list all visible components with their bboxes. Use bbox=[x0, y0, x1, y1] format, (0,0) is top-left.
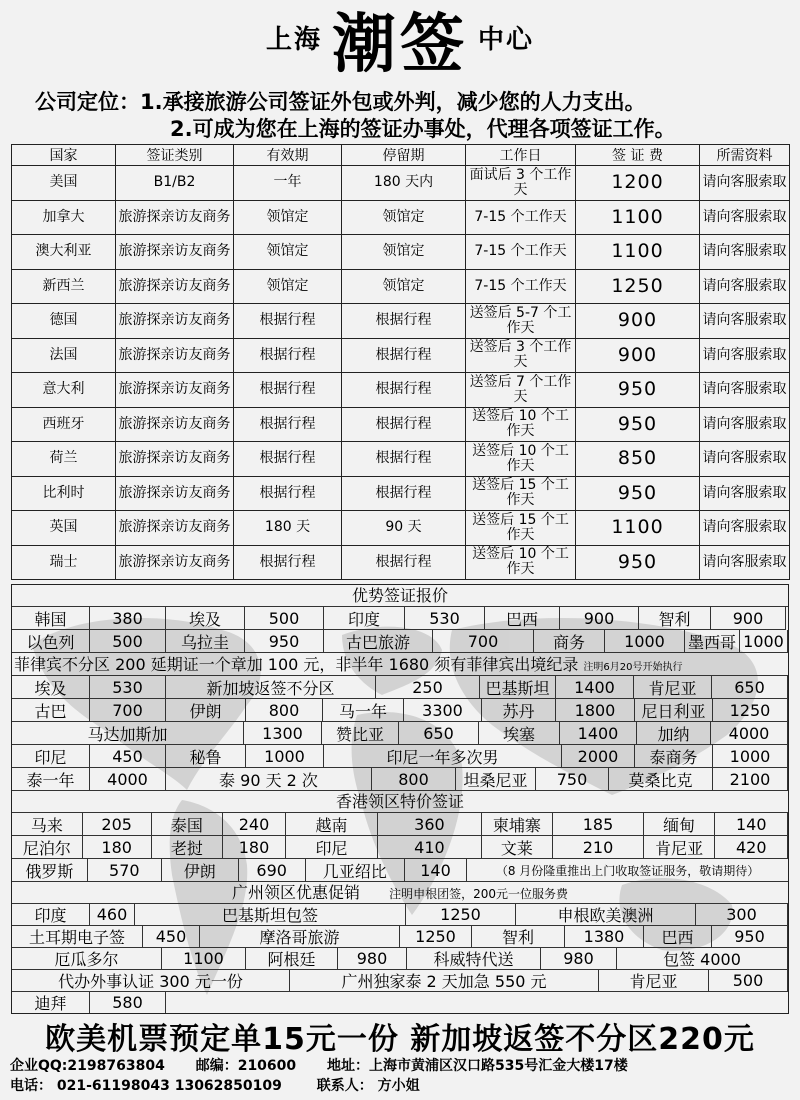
advantage-row-6 bbox=[12, 745, 788, 768]
guangzhou-title-row bbox=[12, 882, 788, 904]
price-cell: 巴西 bbox=[644, 926, 712, 948]
visa-row bbox=[12, 442, 790, 477]
price-cell: 苏丹 bbox=[482, 699, 556, 722]
price-cell: 几亚绍比 bbox=[306, 859, 405, 882]
price-cell: 越南 bbox=[286, 813, 378, 836]
visa-cell: 旅游探亲访友商务 bbox=[116, 304, 234, 339]
visa-cell: B1/B2 bbox=[116, 166, 234, 201]
guangzhou-title: 广州领区优惠促销 bbox=[231, 883, 360, 902]
price-cell: 650 bbox=[712, 676, 788, 699]
hongkong-row-1 bbox=[12, 813, 788, 836]
guangzhou-row-3 bbox=[12, 948, 788, 970]
price-cell: 智利 bbox=[472, 926, 565, 948]
visa-cell: 旅游探亲访友商务 bbox=[116, 373, 234, 408]
visa-cell: 旅游探亲访友商务 bbox=[116, 338, 234, 373]
guangzhou-note: 注明申根团签，200元一位服务费 bbox=[389, 887, 568, 901]
hongkong-row-2 bbox=[12, 836, 788, 859]
price-cell: 印度 bbox=[324, 607, 405, 630]
price-cell: 1380 bbox=[565, 926, 644, 948]
visa-row bbox=[12, 269, 790, 304]
visa-cell: 送签后 10 个工作天 bbox=[466, 442, 576, 477]
visa-row bbox=[12, 545, 790, 580]
visa-cell: 根据行程 bbox=[342, 304, 466, 339]
visa-cell: 旅游探亲访友商务 bbox=[116, 442, 234, 477]
price-cell: 240 bbox=[223, 813, 286, 836]
visa-row bbox=[12, 511, 790, 546]
contact-line-1 bbox=[10, 1055, 628, 1075]
price-cell: 厄瓜多尔 bbox=[12, 948, 162, 970]
visa-row bbox=[12, 373, 790, 408]
guangzhou-row-4 bbox=[12, 970, 788, 992]
visa-cell: 一年 bbox=[234, 166, 342, 201]
visa-cell: 送签后 10 个工作天 bbox=[466, 545, 576, 580]
price-cell: 泰商务 bbox=[635, 745, 713, 768]
visa-cell: 旅游探亲访友商务 bbox=[116, 545, 234, 580]
visa-row bbox=[12, 338, 790, 373]
visa-cell: 加拿大 bbox=[12, 200, 116, 235]
price-cell: 1800 bbox=[556, 699, 635, 722]
price-cell: 俄罗斯 bbox=[12, 859, 88, 882]
price-cell: 300 bbox=[696, 904, 788, 926]
company-position-line1: 公司定位：1.承接旅游公司签证外包或外判，减少您的人力支出。 bbox=[35, 90, 646, 114]
visa-cell: 请向客服索取 bbox=[700, 373, 790, 408]
visa-cell: 请向客服索取 bbox=[700, 166, 790, 201]
visa-cell: 送签后 3 个工作天 bbox=[466, 338, 576, 373]
visa-cell: 根据行程 bbox=[234, 407, 342, 442]
visa-cell: 根据行程 bbox=[234, 476, 342, 511]
price-cell: 1300 bbox=[244, 722, 322, 745]
advantage-title: 优势签证报价 bbox=[12, 585, 788, 607]
price-cell: 申根欧美澳洲 bbox=[516, 904, 696, 926]
price-cell: 埃及 bbox=[12, 676, 90, 699]
visa-cell: 比利时 bbox=[12, 476, 116, 511]
price-cell: 柬埔寨 bbox=[482, 813, 554, 836]
visa-cell: 西班牙 bbox=[12, 407, 116, 442]
philippines-note: 注明6月20号开始执行 bbox=[583, 662, 683, 673]
price-cell: 土耳期电子签 bbox=[12, 926, 143, 948]
price-cell: 摩洛哥旅游 bbox=[200, 926, 400, 948]
visa-cell: 请向客服索取 bbox=[700, 200, 790, 235]
price-cell: 1250 bbox=[400, 926, 472, 948]
price-cell: 420 bbox=[715, 836, 788, 859]
visa-row bbox=[12, 476, 790, 511]
advantage-row-4 bbox=[12, 699, 788, 722]
visa-cell: 根据行程 bbox=[342, 476, 466, 511]
visa-cell: 请向客服索取 bbox=[700, 304, 790, 339]
visa-cell: 英国 bbox=[12, 511, 116, 546]
visa-cell: 美国 bbox=[12, 166, 116, 201]
visa-cell: 请向客服索取 bbox=[700, 338, 790, 373]
price-cell: 205 bbox=[83, 813, 152, 836]
price-cell: 700 bbox=[90, 699, 166, 722]
price-cell: 印尼 bbox=[286, 836, 378, 859]
visa-cell: 950 bbox=[576, 407, 700, 442]
price-cell: 印尼一年多次男 bbox=[324, 745, 562, 768]
price-cell: 500 bbox=[709, 970, 788, 992]
price-cell: 140 bbox=[405, 859, 467, 882]
visa-cell: 请向客服索取 bbox=[700, 235, 790, 270]
advantage-row-5 bbox=[12, 722, 788, 745]
price-cell: 450 bbox=[143, 926, 200, 948]
visa-cell: 请向客服索取 bbox=[700, 407, 790, 442]
price-cell: 800 bbox=[246, 699, 323, 722]
visa-cell: 面试后 3 个工作天 bbox=[466, 166, 576, 201]
visa-cell: 旅游探亲访友商务 bbox=[116, 269, 234, 304]
price-cell: 980 bbox=[541, 948, 617, 970]
visa-cell: 根据行程 bbox=[234, 545, 342, 580]
price-cell: 智利 bbox=[639, 607, 711, 630]
visa-cell: 法国 bbox=[12, 338, 116, 373]
visa-cell: 旅游探亲访友商务 bbox=[116, 511, 234, 546]
price-cell: 900 bbox=[711, 607, 786, 630]
visa-cell: 领馆定 bbox=[234, 235, 342, 270]
advantage-row-1 bbox=[12, 607, 788, 630]
visa-header-cell: 国家 bbox=[12, 145, 116, 166]
visa-cell: 根据行程 bbox=[234, 373, 342, 408]
price-cell: 4000 bbox=[711, 722, 788, 745]
visa-cell: 送签后 5-7 个工作天 bbox=[466, 304, 576, 339]
price-cell: 530 bbox=[90, 676, 166, 699]
visa-cell: 新西兰 bbox=[12, 269, 116, 304]
brand-title bbox=[0, 6, 800, 84]
header bbox=[0, 0, 800, 140]
price-cell: 巴基斯坦包签 bbox=[135, 904, 406, 926]
visa-cell: 领馆定 bbox=[342, 235, 466, 270]
visa-cell: 7-15 个工作天 bbox=[466, 269, 576, 304]
price-cell: 700 bbox=[433, 630, 534, 653]
visa-cell: 1100 bbox=[576, 235, 700, 270]
price-cell: 530 bbox=[405, 607, 485, 630]
visa-price-table bbox=[11, 144, 790, 580]
visa-cell: 旅游探亲访友商务 bbox=[116, 407, 234, 442]
price-cell: 980 bbox=[338, 948, 407, 970]
visa-header-cell: 签 证 费 bbox=[576, 145, 700, 166]
visa-header-cell: 有效期 bbox=[234, 145, 342, 166]
price-cell: 1250 bbox=[713, 699, 788, 722]
price-cell: 印度 bbox=[12, 904, 90, 926]
price-cell: 580 bbox=[90, 992, 166, 1014]
price-cell: 尼日利亚 bbox=[635, 699, 713, 722]
visa-cell: 请向客服索取 bbox=[700, 269, 790, 304]
guangzhou-row-5 bbox=[12, 992, 788, 1014]
price-cell: 210 bbox=[553, 836, 644, 859]
price-cell: 迪拜 bbox=[12, 992, 90, 1014]
visa-cell: 送签后 7 个工作天 bbox=[466, 373, 576, 408]
price-cell: 1400 bbox=[556, 676, 634, 699]
visa-cell: 澳大利亚 bbox=[12, 235, 116, 270]
price-cell: 马一年 bbox=[323, 699, 404, 722]
price-cell: 1400 bbox=[560, 722, 637, 745]
visa-cell: 180 天 bbox=[234, 511, 342, 546]
price-cell: 185 bbox=[553, 813, 644, 836]
visa-cell: 根据行程 bbox=[342, 407, 466, 442]
visa-cell: 900 bbox=[576, 304, 700, 339]
guangzhou-row-2 bbox=[12, 926, 788, 948]
philippines-row bbox=[12, 653, 788, 676]
price-cell: 古巴旅游 bbox=[324, 630, 433, 653]
price-cell: 1100 bbox=[162, 948, 246, 970]
brand-city: 上海 bbox=[265, 25, 322, 55]
price-cell: 坦桑尼亚 bbox=[456, 768, 536, 791]
visa-cell: 1100 bbox=[576, 511, 700, 546]
visa-cell: 请向客服索取 bbox=[700, 511, 790, 546]
price-cell: 古巴 bbox=[12, 699, 90, 722]
hongkong-title: 香港领区特价签证 bbox=[12, 791, 788, 813]
price-cell: 180 bbox=[223, 836, 286, 859]
visa-header-cell: 工作日 bbox=[466, 145, 576, 166]
price-cell: 马来 bbox=[12, 813, 83, 836]
visa-cell: 根据行程 bbox=[342, 338, 466, 373]
visa-header-cell: 签证类别 bbox=[116, 145, 234, 166]
price-cell: 180 bbox=[83, 836, 152, 859]
visa-header-cell: 所需资料 bbox=[700, 145, 790, 166]
brand-suffix: 中心 bbox=[478, 25, 535, 55]
price-cell: 马达加斯加 bbox=[12, 722, 244, 745]
visa-cell: 送签后 15 个工作天 bbox=[466, 511, 576, 546]
visa-header-cell: 停留期 bbox=[342, 145, 466, 166]
contact-qq: 企业QQ:2198763804 bbox=[10, 1058, 165, 1074]
price-cell: 文莱 bbox=[482, 836, 554, 859]
price-cell: 450 bbox=[90, 745, 166, 768]
visa-cell: 7-15 个工作天 bbox=[466, 200, 576, 235]
contact-phone: 电话： 021-61198043 13062850109 bbox=[10, 1078, 282, 1094]
contact-address: 地址：上海市黄浦区汉口路535号汇金大楼17楼 bbox=[327, 1058, 628, 1074]
visa-cell: 荷兰 bbox=[12, 442, 116, 477]
price-cell: 410 bbox=[378, 836, 481, 859]
price-cell: 肯尼亚 bbox=[599, 970, 709, 992]
visa-row bbox=[12, 166, 790, 201]
visa-cell: 850 bbox=[576, 442, 700, 477]
price-cell: 赞比亚 bbox=[322, 722, 399, 745]
visa-cell: 瑞士 bbox=[12, 545, 116, 580]
visa-row bbox=[12, 304, 790, 339]
price-cell: 1000 bbox=[605, 630, 685, 653]
visa-cell: 请向客服索取 bbox=[700, 545, 790, 580]
price-cell: 巴基斯坦 bbox=[480, 676, 556, 699]
visa-cell: 950 bbox=[576, 476, 700, 511]
price-cell: 埃塞 bbox=[479, 722, 560, 745]
price-cell: 埃及 bbox=[166, 607, 245, 630]
visa-cell: 领馆定 bbox=[342, 269, 466, 304]
price-cell: 老挝 bbox=[152, 836, 224, 859]
price-cell: 伊朗 bbox=[162, 859, 239, 882]
visa-cell: 1250 bbox=[576, 269, 700, 304]
visa-cell: 旅游探亲访友商务 bbox=[116, 235, 234, 270]
price-cell: 肯尼亚 bbox=[644, 836, 716, 859]
price-cell: 莫桑比克 bbox=[609, 768, 713, 791]
price-cell: 250 bbox=[376, 676, 480, 699]
price-cell: 缅甸 bbox=[644, 813, 716, 836]
price-cell: 800 bbox=[372, 768, 456, 791]
visa-cell: 意大利 bbox=[12, 373, 116, 408]
visa-row bbox=[12, 407, 790, 442]
guangzhou-row-1 bbox=[12, 904, 788, 926]
company-position-line2: 2.可成为您在上海的签证办事处，代理各项签证工作。 bbox=[170, 117, 676, 141]
price-cell: 肯尼亚 bbox=[634, 676, 712, 699]
slogan: 欧美机票预定单15元一份 新加坡返签不分区220元 bbox=[45, 1022, 755, 1057]
price-cell: 380 bbox=[90, 607, 166, 630]
visa-cell: 领馆定 bbox=[234, 269, 342, 304]
price-cell: 代办外事认证 300 元一份 bbox=[12, 970, 290, 992]
price-cell: 500 bbox=[245, 607, 324, 630]
price-cell: 4000 bbox=[90, 768, 166, 791]
price-cell: 1000 bbox=[713, 745, 788, 768]
price-cell: 950 bbox=[712, 926, 788, 948]
price-cell: 360 bbox=[378, 813, 481, 836]
visa-cell: 950 bbox=[576, 545, 700, 580]
price-cell: 750 bbox=[536, 768, 609, 791]
price-cell: 570 bbox=[88, 859, 162, 882]
visa-cell: 180 天内 bbox=[342, 166, 466, 201]
price-cell: 包签 4000 bbox=[617, 948, 788, 970]
price-cell: 泰一年 bbox=[12, 768, 90, 791]
price-cell: 3300 bbox=[404, 699, 482, 722]
price-cell: 尼泊尔 bbox=[12, 836, 83, 859]
price-cell: 加纳 bbox=[637, 722, 711, 745]
visa-cell: 900 bbox=[576, 338, 700, 373]
hongkong-service-note: （8 月份隆重推出上门收取签证服务，敬请期待） bbox=[467, 859, 788, 882]
price-cell: 1000 bbox=[246, 745, 324, 768]
price-cell: 新加坡返签不分区 bbox=[166, 676, 376, 699]
price-cell: 泰 90 天 2 次 bbox=[166, 768, 372, 791]
price-cell: 商务 bbox=[534, 630, 605, 653]
price-cell: 900 bbox=[560, 607, 639, 630]
price-cell: 乌拉圭 bbox=[166, 630, 245, 653]
contact-line-2 bbox=[10, 1075, 420, 1095]
visa-cell: 950 bbox=[576, 373, 700, 408]
visa-cell: 根据行程 bbox=[342, 545, 466, 580]
price-cell: 500 bbox=[90, 630, 166, 653]
price-cell: 巴西 bbox=[485, 607, 560, 630]
price-cell: 2100 bbox=[713, 768, 788, 791]
visa-cell: 7-15 个工作天 bbox=[466, 235, 576, 270]
price-cell: 1000 bbox=[740, 630, 788, 653]
visa-cell: 领馆定 bbox=[342, 200, 466, 235]
visa-cell: 旅游探亲访友商务 bbox=[116, 200, 234, 235]
contact-postcode: 邮编：210600 bbox=[195, 1058, 297, 1074]
price-cell: 460 bbox=[90, 904, 135, 926]
price-cell: 科威特代送 bbox=[407, 948, 541, 970]
visa-cell: 根据行程 bbox=[342, 442, 466, 477]
visa-cell: 根据行程 bbox=[234, 304, 342, 339]
contact-person: 联系人： 方小姐 bbox=[316, 1078, 420, 1094]
visa-row bbox=[12, 235, 790, 270]
visa-cell: 送签后 10 个工作天 bbox=[466, 407, 576, 442]
price-cell: 650 bbox=[399, 722, 479, 745]
visa-row bbox=[12, 200, 790, 235]
special-price-sheet bbox=[11, 584, 789, 1014]
price-cell: 印尼 bbox=[12, 745, 90, 768]
price-cell: 秘鲁 bbox=[166, 745, 246, 768]
price-cell: 阿根廷 bbox=[246, 948, 338, 970]
visa-cell: 90 天 bbox=[342, 511, 466, 546]
visa-cell: 送签后 15 个工作天 bbox=[466, 476, 576, 511]
hongkong-row-3 bbox=[12, 859, 788, 882]
visa-cell: 1200 bbox=[576, 166, 700, 201]
visa-cell: 根据行程 bbox=[234, 338, 342, 373]
price-cell: 2000 bbox=[562, 745, 635, 768]
price-cell: 广州独家泰 2 天加急 550 元 bbox=[290, 970, 599, 992]
advantage-row-3 bbox=[12, 676, 788, 699]
price-cell: 140 bbox=[715, 813, 788, 836]
advantage-row-7 bbox=[12, 768, 788, 791]
price-cell: 泰国 bbox=[152, 813, 224, 836]
price-cell: 以色列 bbox=[12, 630, 90, 653]
visa-cell: 请向客服索取 bbox=[700, 442, 790, 477]
visa-cell: 旅游探亲访友商务 bbox=[116, 476, 234, 511]
price-cell: 1250 bbox=[406, 904, 516, 926]
brand-name: 潮签 bbox=[332, 8, 468, 82]
philippines-text: 菲律宾不分区 200 延期证一个章加 100 元，非半年 1680 须有菲律宾出境纪录 bbox=[14, 655, 579, 674]
advantage-row-2 bbox=[12, 630, 788, 653]
price-cell: 墨西哥 bbox=[685, 630, 740, 653]
price-cell: 950 bbox=[245, 630, 324, 653]
visa-cell: 根据行程 bbox=[342, 373, 466, 408]
price-cell: 韩国 bbox=[12, 607, 90, 630]
price-cell: 690 bbox=[239, 859, 306, 882]
visa-cell: 请向客服索取 bbox=[700, 476, 790, 511]
visa-cell: 领馆定 bbox=[234, 200, 342, 235]
price-cell: 伊朗 bbox=[166, 699, 246, 722]
visa-cell: 根据行程 bbox=[234, 442, 342, 477]
visa-cell: 德国 bbox=[12, 304, 116, 339]
visa-cell: 1100 bbox=[576, 200, 700, 235]
